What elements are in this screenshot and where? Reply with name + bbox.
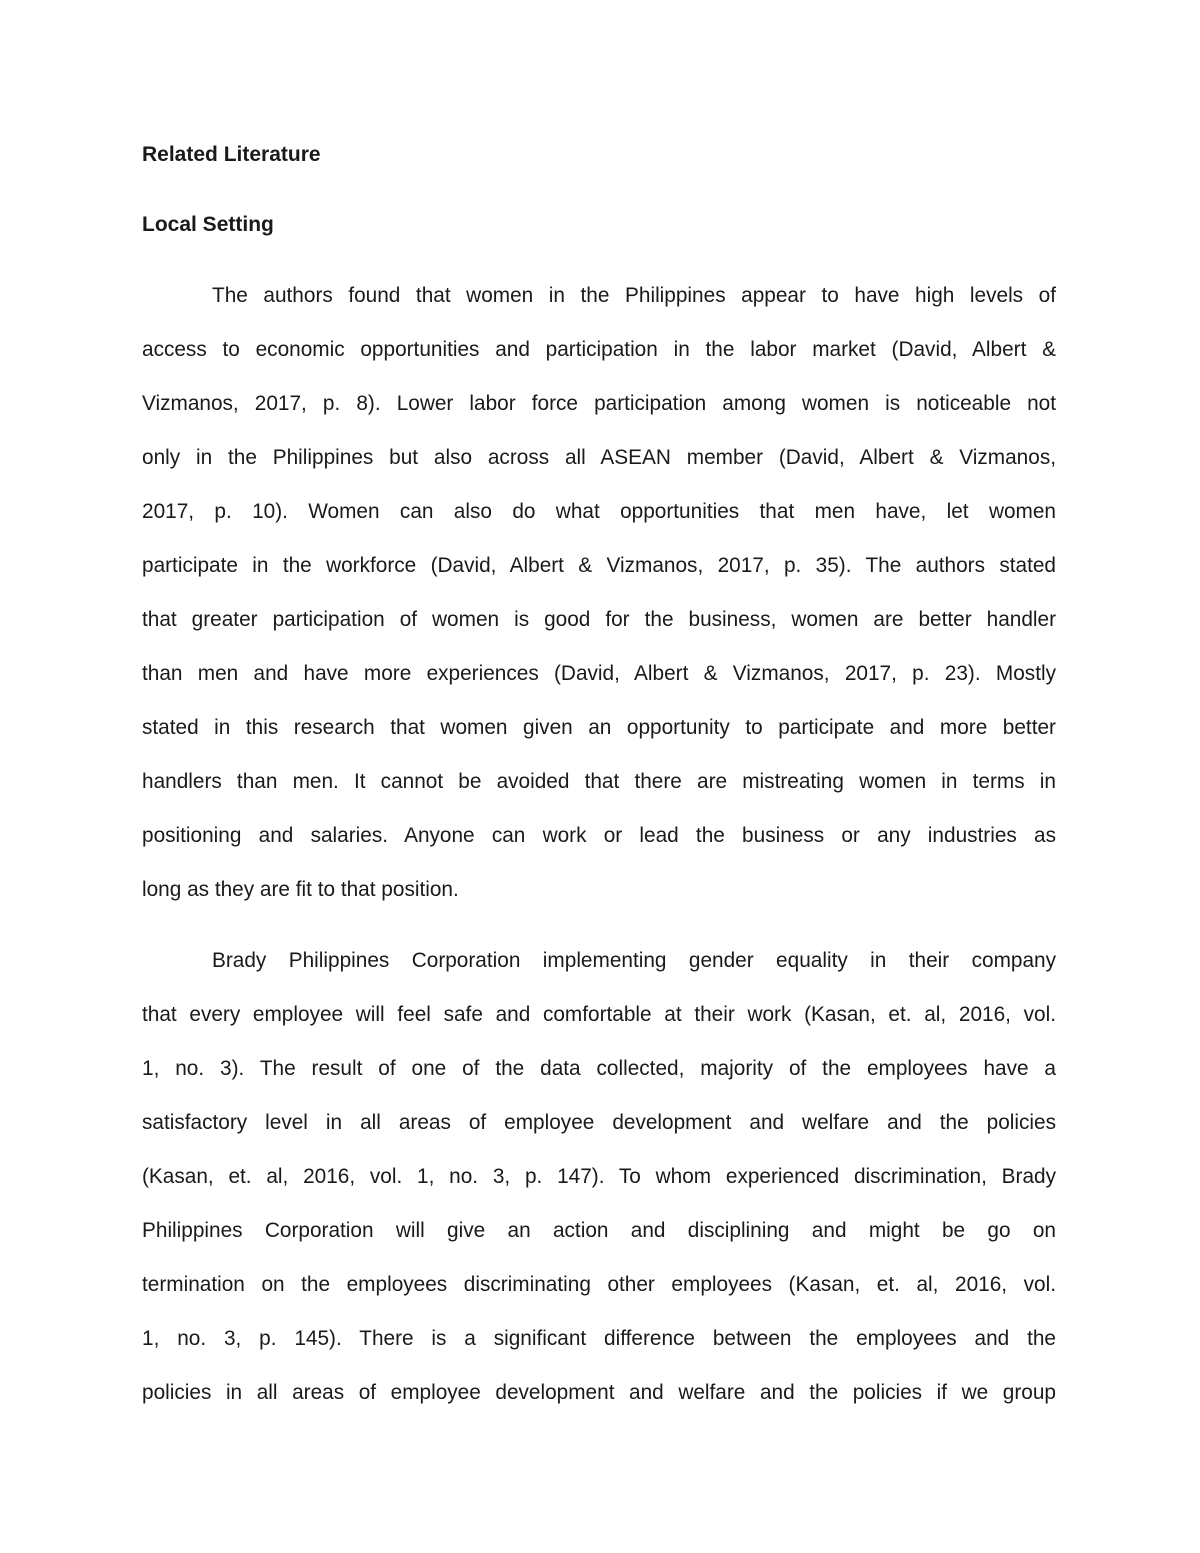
text-line: The authors found that women in the Philippines appear to have high levels of <box>212 284 1056 307</box>
text-line: Brady Philippines Corporation implementing gender equality in their company <box>212 949 1056 972</box>
text-line: 1, no. 3). The result of one of the data collected, majority of the employees have a <box>142 1057 1056 1080</box>
text-line: stated in this research that women given an opportunity to participate and more better <box>142 716 1056 739</box>
text-line: handlers than men. It cannot be avoided that there are mistreating women in terms in <box>142 770 1056 793</box>
text-line: participate in the workforce (David, Albert & Vizmanos, 2017, p. 35). The authors stated <box>142 554 1056 577</box>
text-line: that every employee will feel safe and comfortable at their work (Kasan, et. al, 2016, vol. <box>142 1003 1056 1026</box>
text-line: policies in all areas of employee development and welfare and the policies if we group <box>142 1381 1056 1404</box>
text-line: long as they are fit to that position. <box>142 878 459 901</box>
section-heading: Related Literature <box>142 143 321 166</box>
text-line: 2017, p. 10). Women can also do what opportunities that men have, let women <box>142 500 1056 523</box>
text-line: Vizmanos, 2017, p. 8). Lower labor force participation among women is noticeable not <box>142 392 1056 415</box>
text-line: termination on the employees discriminating other employees (Kasan, et. al, 2016, vol. <box>142 1273 1056 1296</box>
text-line: satisfactory level in all areas of employee development and welfare and the policies <box>142 1111 1056 1134</box>
text-line: (Kasan, et. al, 2016, vol. 1, no. 3, p. 147). To whom experienced discrimination, Brady <box>142 1165 1056 1188</box>
text-line: 1, no. 3, p. 145). There is a significant difference between the employees and the <box>142 1327 1056 1350</box>
text-line: access to economic opportunities and participation in the labor market (David, Albert & <box>142 338 1056 361</box>
text-line: than men and have more experiences (David, Albert & Vizmanos, 2017, p. 23). Mostly <box>142 662 1056 685</box>
paragraph <box>142 934 1056 1420</box>
subsection-heading: Local Setting <box>142 213 274 236</box>
text-line: that greater participation of women is good for the business, women are better handler <box>142 608 1056 631</box>
text-line: Philippines Corporation will give an action and disciplining and might be go on <box>142 1219 1056 1242</box>
paragraph <box>142 269 1056 917</box>
text-line: only in the Philippines but also across all ASEAN member (David, Albert & Vizmanos, <box>142 446 1056 469</box>
text-line: positioning and salaries. Anyone can work or lead the business or any industries as <box>142 824 1056 847</box>
